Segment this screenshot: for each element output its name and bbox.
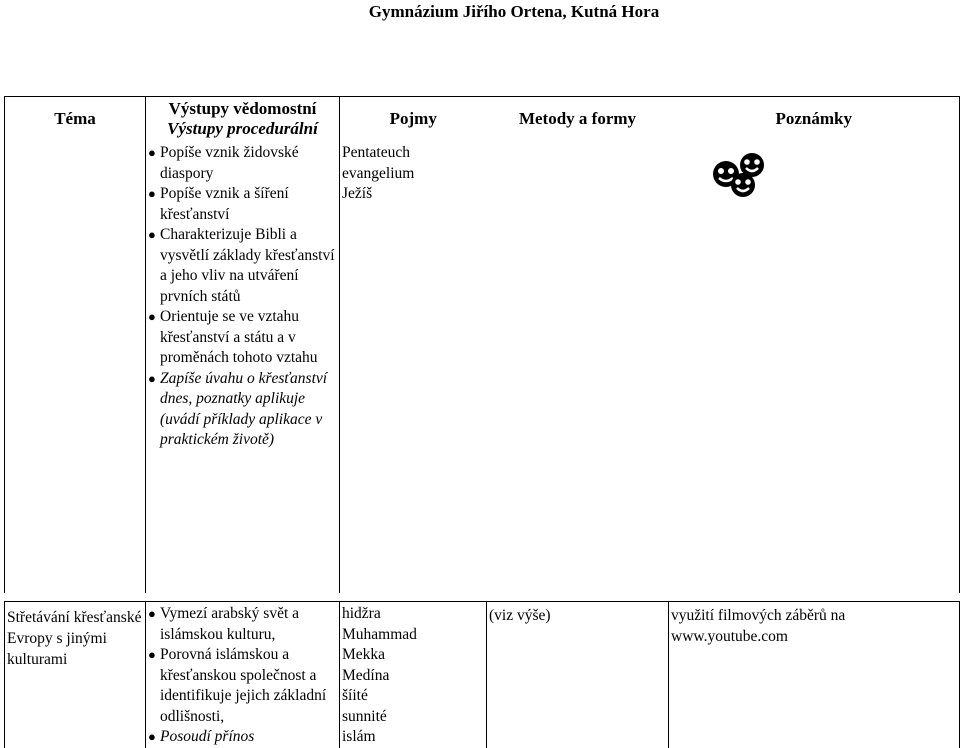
outcome-text: Porovná islámskou a křesťanskou společnost a identifikuje jejich základní odlišnosti, [160, 646, 327, 725]
term-item: evangelium [342, 164, 415, 182]
outcome-text: Zapíše úvahu o křesťanství dnes, poznatky aplikuje (uvádí příklady aplikace v praktickém životě) [160, 369, 328, 448]
header-poznamky: Poznámky [669, 97, 960, 142]
bullet-icon: ● [148, 309, 156, 324]
row2-terms-cell [340, 602, 487, 748]
outcome-text: Charakterizuje Bibli a vysvětlí základy křesťanství a jeho vliv na utváření prvních států [160, 226, 335, 305]
outcome-item [146, 727, 339, 748]
row2-metody-text: (viz výše) [489, 607, 551, 624]
header-tema: Téma [5, 97, 146, 142]
row2-outcomes-cell [146, 602, 340, 748]
outcome-item [146, 307, 339, 369]
outcome-item [146, 184, 339, 225]
term-item: Mekka [342, 646, 386, 663]
row1-terms-cell [340, 141, 487, 593]
row1-terms-list [340, 141, 487, 205]
row2-poznamky-text: využití filmových záběrů na www.youtube.com [671, 607, 846, 645]
row1-metody-cell [487, 141, 669, 593]
row2-poznamky-cell [669, 602, 960, 748]
outcome-item [146, 369, 339, 451]
table-row [5, 602, 960, 748]
bullet-icon: ● [148, 145, 156, 160]
bullet-icon: ● [148, 606, 156, 621]
term-item: hidžra [342, 605, 381, 622]
term-item: Muhammad [342, 625, 417, 643]
term-item: Ježíš [342, 185, 373, 202]
outcome-text: Posoudí přínos [160, 728, 255, 745]
header-vystupy-vedomostni: Výstupy vědomostní [168, 99, 317, 118]
page-title: Gymnázium Jiřího Ortena, Kutná Hora [368, 2, 660, 21]
bullet-icon: ● [148, 370, 156, 386]
row2-outcomes-list [146, 602, 339, 748]
outcome-item [146, 143, 339, 184]
term-item: šíité [342, 687, 368, 704]
header-metody: Metody a formy [487, 97, 669, 142]
term-item: Medína [342, 666, 390, 684]
curriculum-table [4, 96, 960, 748]
outcome-item [146, 645, 339, 727]
outcome-item [146, 225, 339, 307]
row1-outcomes-cell [146, 141, 340, 593]
header-vystupy [146, 97, 340, 142]
row1-tema-cell [5, 141, 146, 593]
outcome-text: Vymezí arabský svět a islámskou kulturu, [160, 605, 300, 643]
outcome-text: Popíše vznik a šíření křesťanství [160, 185, 289, 223]
outcome-item [146, 604, 339, 645]
bullet-icon: ● [148, 186, 156, 201]
bullet-icon: ● [148, 647, 156, 662]
term-item: sunnité [342, 707, 387, 725]
row1-outcomes-list [146, 141, 339, 451]
header-vystupy-proceduralni: Výstupy procedurální [167, 119, 318, 138]
bullet-icon: ● [148, 729, 156, 744]
bullet-icon: ● [148, 227, 156, 242]
header-pojmy: Pojmy [340, 97, 487, 142]
row-gap [5, 593, 960, 602]
outcome-text: Popíše vznik židovské diaspory [160, 144, 299, 182]
row2-metody-cell [487, 602, 669, 748]
smiley-faces-icon [712, 152, 772, 198]
row2-tema-text: Střetávání křesťanské Evropy s jinými kulturami [7, 609, 142, 668]
row2-tema-cell [5, 602, 146, 748]
outcome-text: Orientuje se ve vztahu křesťanství a státu a v proměnách tohoto vztahu [160, 308, 318, 366]
term-item: Pentateuch [342, 144, 411, 161]
row2-terms-list [340, 602, 486, 748]
term-item: islám [342, 728, 376, 745]
row1-poznamky-cell [669, 141, 960, 593]
table-header-row [5, 97, 960, 142]
table-row [5, 141, 960, 593]
